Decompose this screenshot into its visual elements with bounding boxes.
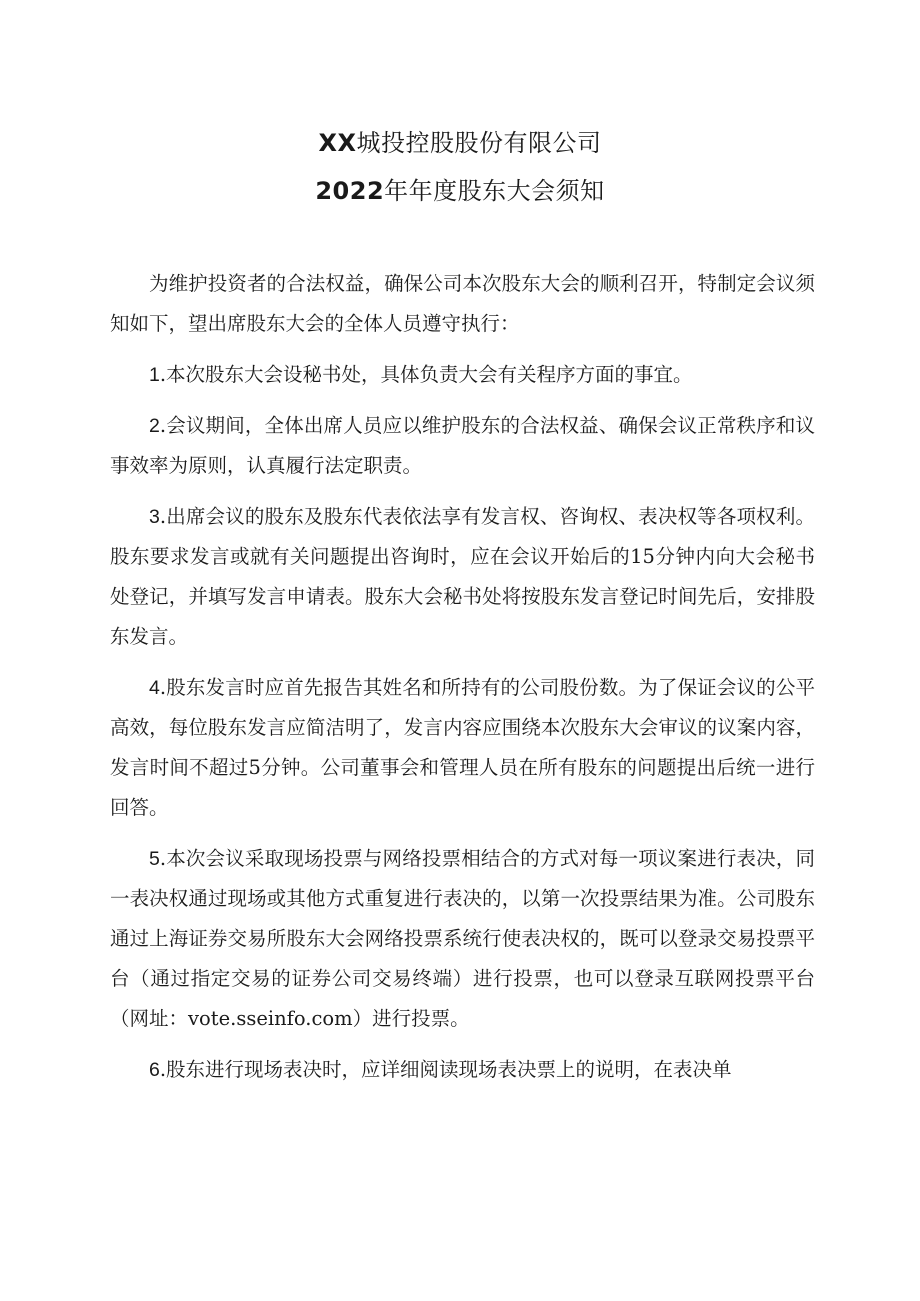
rule-number-6: 6 <box>149 1059 160 1081</box>
rule-paragraph-1 <box>110 355 815 395</box>
intro-paragraph <box>110 264 815 344</box>
rule-text-4: .股东发言时应首先报告其姓名和所持有的公司股份数。为了保证会议的公平高效，每位股东发言应简洁明了，发言内容应围绕本次股东大会审议的议案内容，发言时间不超过5分钟。公司董事会和管理人员在所有股东的问题提出后统一进行回答。 <box>110 676 815 819</box>
rule-text-5: .本次会议采取现场投票与网络投票相结合的方式对每一项议案进行表决，同一表决权通过现场或其他方式重复进行表决的，以第一次投票结果为准。公司股东通过上海证券交易所股东大会网络投票系统行使表决权的，既可以登录交易投票平台（通过指定交易的证券公司交易终端）进行投票，也可以登录互联网投票平台（网址：vote.sseinfo.com）进行投票。 <box>110 847 815 1030</box>
rule-number-4: 4 <box>149 677 160 699</box>
document-title-company <box>0 128 920 158</box>
title-meeting-name: 年年度股东大会须知 <box>384 177 605 205</box>
title-meeting-year: 2022 <box>315 177 385 205</box>
intro-paragraph-text: 为维护投资者的合法权益，确保公司本次股东大会的顺利召开，特制定会议须知如下，望出席股东大会的全体人员遵守执行： <box>110 272 815 335</box>
rule-paragraph-6 <box>110 1050 815 1090</box>
title-company-prefix: XX <box>318 129 357 157</box>
rule-paragraph-3 <box>110 497 815 657</box>
rule-paragraph-2 <box>110 406 815 486</box>
rule-text-1: .本次股东大会设秘书处，具体负责大会有关程序方面的事宜。 <box>159 363 693 386</box>
rule-text-6: .股东进行现场表决时，应详细阅读现场表决票上的说明，在表决单 <box>159 1058 732 1081</box>
document-title-meeting <box>0 176 920 206</box>
rule-text-3: .出席会议的股东及股东代表依法享有发言权、咨询权、表决权等各项权利。股东要求发言或就有关问题提出咨询时，应在会议开始后的15分钟内向大会秘书处登记，并填写发言申请表。股东大会秘书处将按股东发言登记时间先后，安排股东发言。 <box>110 505 815 648</box>
rule-number-3: 3 <box>149 506 160 528</box>
rule-number-2: 2 <box>149 415 160 437</box>
rule-number-1: 1 <box>149 364 160 386</box>
rule-paragraph-4 <box>110 668 815 828</box>
title-company-name: 城投控股股份有限公司 <box>356 129 602 157</box>
rule-number-5: 5 <box>149 848 160 870</box>
document-body <box>110 264 815 1101</box>
rule-text-2: .会议期间，全体出席人员应以维护股东的合法权益、确保会议正常秩序和议事效率为原则，认真履行法定职责。 <box>110 414 815 477</box>
rule-paragraph-5 <box>110 839 815 1039</box>
